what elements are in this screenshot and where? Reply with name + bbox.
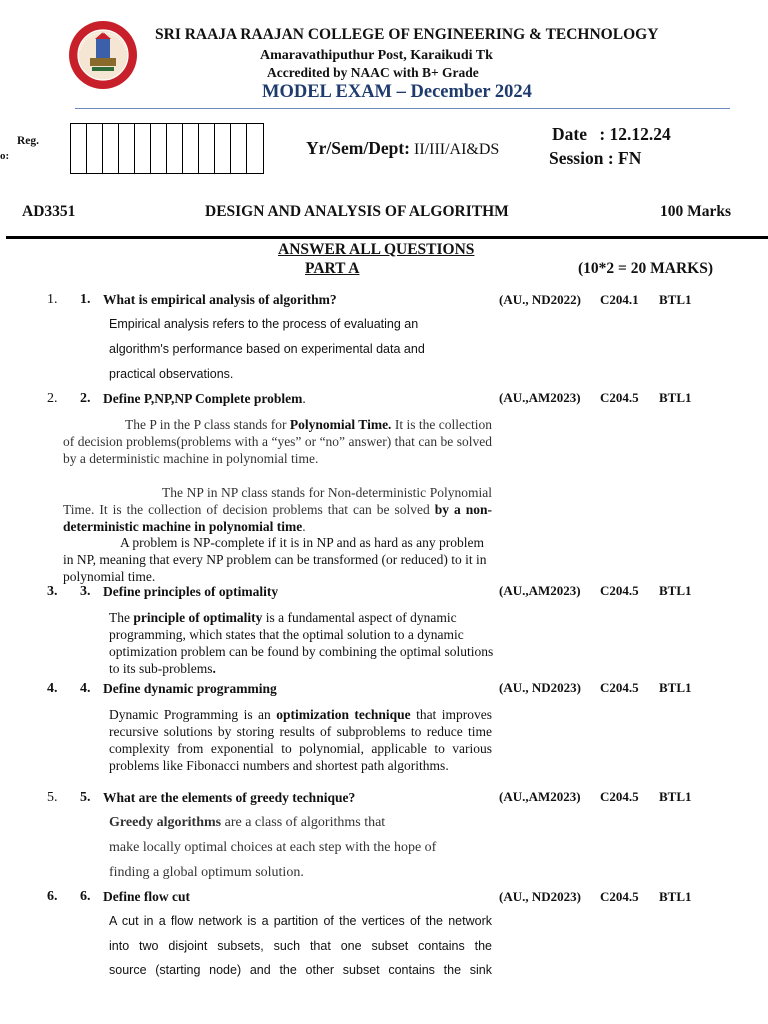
question-co: C204.5 bbox=[600, 789, 639, 804]
reg-box-cell[interactable] bbox=[199, 124, 215, 173]
question-number: 1. bbox=[80, 292, 91, 307]
question-text-end: . bbox=[302, 391, 306, 406]
answer-end: . bbox=[212, 661, 216, 676]
yr-sem-dept bbox=[306, 138, 499, 159]
exam-date bbox=[552, 124, 671, 145]
answer-line: into two disjoint subsets, such that one subset contains the bbox=[109, 939, 492, 953]
question-co: C204.5 bbox=[600, 889, 639, 904]
header-divider bbox=[75, 108, 730, 109]
answer-paragraph-npc: A problem is NP-complete if it is in NP and as hard as any problem in NP, meaning that every NP problem can be transformed (or reduced) to it in polynomial time. bbox=[63, 535, 487, 584]
course-name: DESIGN AND ANALYSIS OF ALGORITHM bbox=[205, 203, 509, 220]
answer-line: A cut in a flow network is a partition of the vertices of the network bbox=[109, 914, 492, 928]
question-outer-number: 4. bbox=[47, 681, 58, 696]
question-text-main: Define P,NP,NP Complete problem bbox=[103, 391, 303, 406]
answer-text: Dynamic Programming is an bbox=[109, 707, 277, 722]
question-outer-number: 1. bbox=[47, 292, 58, 307]
question-ref: (AU.,AM2023) bbox=[499, 390, 581, 405]
reg-box-cell[interactable] bbox=[167, 124, 183, 173]
question-ref: (AU.,AM2023) bbox=[499, 789, 581, 804]
reg-box-cell[interactable] bbox=[135, 124, 151, 173]
reg-box-cell[interactable] bbox=[119, 124, 135, 173]
reg-label: Reg. bbox=[17, 135, 40, 147]
reg-box-cell[interactable] bbox=[103, 124, 119, 173]
reg-box-cell[interactable] bbox=[87, 124, 103, 173]
question-text: What is empirical analysis of algorithm? bbox=[103, 292, 337, 307]
question-btl: BTL1 bbox=[659, 789, 692, 804]
answer-bold: Polynomial Time. bbox=[289, 417, 392, 432]
course-divider bbox=[6, 236, 768, 239]
register-number-boxes[interactable] bbox=[70, 123, 264, 174]
question-co: C204.5 bbox=[600, 680, 639, 695]
answer-text: It is the collection of decision problems(problems with a “yes” or “no” answer) that can be solved by a deterministic machine in polynomial time. bbox=[63, 417, 492, 466]
answer-text: are a class of algorithms that bbox=[221, 815, 386, 830]
question-btl: BTL1 bbox=[659, 889, 692, 904]
question-btl: BTL1 bbox=[659, 583, 692, 598]
reg-box-cell[interactable] bbox=[71, 124, 87, 173]
college-name: SRI RAAJA RAAJAN COLLEGE OF ENGINEERING & TECHNOLOGY bbox=[155, 26, 659, 43]
yr-label: Yr/Sem/Dept: bbox=[306, 138, 411, 158]
question-outer-number: 5. bbox=[47, 790, 58, 805]
date-label: Date bbox=[552, 124, 587, 144]
question-outer-number: 6. bbox=[47, 889, 58, 904]
question-text: Define flow cut bbox=[103, 889, 190, 904]
part-title: PART A bbox=[305, 260, 360, 277]
reg-box-cell[interactable] bbox=[183, 124, 199, 173]
answer-line: make locally optimal choices at each step with the hope of bbox=[109, 840, 437, 855]
question-btl: BTL1 bbox=[659, 390, 692, 405]
course-code: AD3351 bbox=[22, 203, 76, 220]
question-btl: BTL1 bbox=[659, 292, 692, 307]
question-number: 6. bbox=[80, 889, 91, 904]
question-number: 2. bbox=[80, 391, 91, 406]
answer-paragraph bbox=[109, 609, 501, 677]
answer-bold: by a non-deterministic machine in polynomial time bbox=[63, 502, 492, 534]
answer-line: practical observations. bbox=[109, 367, 234, 381]
reg-box-cell[interactable] bbox=[215, 124, 231, 173]
question-text: What are the elements of greedy technique? bbox=[103, 790, 356, 805]
answer-paragraph-np bbox=[63, 484, 492, 535]
instruction: ANSWER ALL QUESTIONS bbox=[278, 241, 475, 258]
session: Session : FN bbox=[549, 148, 642, 168]
answer-line bbox=[109, 815, 385, 831]
question-ref: (AU., ND2022) bbox=[499, 292, 581, 307]
question-number: 4. bbox=[80, 681, 91, 696]
yr-value: II/III/AI&DS bbox=[414, 141, 500, 158]
answer-paragraph bbox=[109, 706, 492, 774]
answer-text: The NP in NP class stands for Non-deterministic Polynomial Time. It is the collection of decision problems that can be solved bbox=[63, 485, 492, 517]
answer-bold: optimization technique bbox=[276, 707, 411, 722]
question-number: 3. bbox=[80, 584, 91, 599]
answer-text: The bbox=[109, 610, 134, 625]
question-co: C204.5 bbox=[600, 583, 639, 598]
reg-box-cell[interactable] bbox=[231, 124, 247, 173]
question-number: 5. bbox=[80, 790, 91, 805]
question-co: C204.5 bbox=[600, 390, 639, 405]
question-ref: (AU., ND2023) bbox=[499, 889, 581, 904]
answer-line: source (starting node) and the other subset contains the sink bbox=[109, 963, 492, 977]
date-value: : 12.12.24 bbox=[599, 124, 671, 144]
college-address: Amaravathiputhur Post, Karaikudi Tk bbox=[260, 48, 493, 63]
college-logo bbox=[68, 20, 138, 90]
question-outer-number: 3. bbox=[47, 584, 58, 599]
question-ref: (AU.,AM2023) bbox=[499, 583, 581, 598]
reg-label-cut: o: bbox=[0, 150, 10, 162]
total-marks: 100 Marks bbox=[660, 203, 732, 220]
answer-text: is a fundamental aspect of dynamic programming, which states that the optimal solution to a dynamic optimization problem can be found by combining the optimal solutions to its sub-problems bbox=[109, 610, 494, 676]
answer-text: The P in the P class stands for bbox=[125, 417, 290, 432]
question-text bbox=[103, 391, 306, 407]
question-co: C204.1 bbox=[600, 292, 639, 307]
question-text: Define principles of optimality bbox=[103, 584, 279, 599]
reg-box-cell[interactable] bbox=[151, 124, 167, 173]
answer-line: finding a global optimum solution. bbox=[109, 865, 304, 880]
question-outer-number: 2. bbox=[47, 391, 58, 406]
question-text: Define dynamic programming bbox=[103, 681, 277, 696]
answer-text: that improves recursive solutions by storing results of subproblems to reduce time complexity from exponential to polynomial, applicable to various problems like Fibonacci numbers and shortest path algorithms. bbox=[109, 707, 492, 773]
part-marks: (10*2 = 20 MARKS) bbox=[578, 260, 713, 277]
answer-line: Empirical analysis refers to the process of evaluating an bbox=[109, 317, 419, 331]
answer-line: algorithm's performance based on experimental data and bbox=[109, 342, 425, 356]
answer-paragraph-p bbox=[63, 416, 492, 467]
question-ref: (AU., ND2023) bbox=[499, 680, 581, 695]
answer-bold: principle of optimality bbox=[133, 610, 263, 625]
reg-box-cell[interactable] bbox=[247, 124, 263, 173]
accreditation: Accredited by NAAC with B+ Grade bbox=[267, 65, 479, 80]
question-btl: BTL1 bbox=[659, 680, 692, 695]
answer-text: . bbox=[302, 519, 306, 534]
exam-title: MODEL EXAM – December 2024 bbox=[262, 82, 532, 102]
answer-bold: Greedy algorithms bbox=[109, 815, 222, 830]
